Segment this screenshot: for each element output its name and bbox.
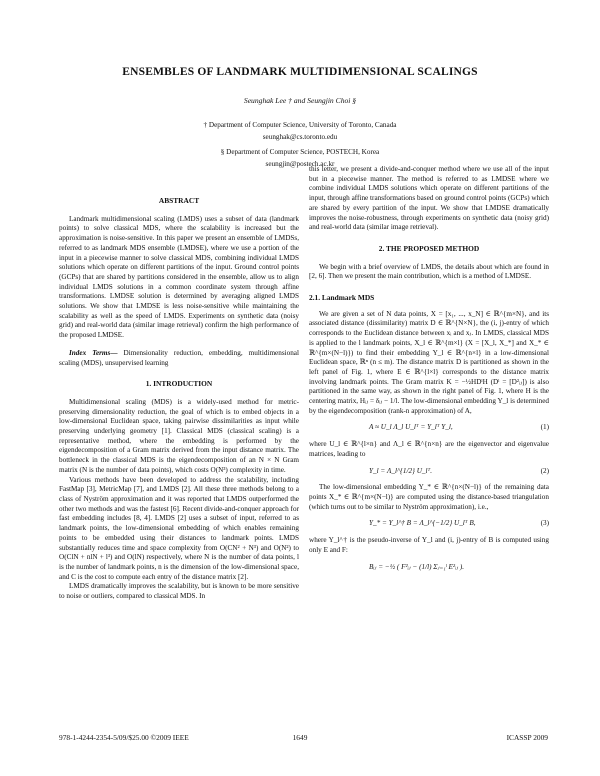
- email-1: seunghak@cs.toronto.edu: [262, 133, 338, 141]
- paper-title: ENSEMBLES OF LANDMARK MULTIDIMENSIONAL SCALINGS: [122, 66, 478, 78]
- equation-1: A ≈ U_l Λ_l U_lᵀ = Y_lᵀ Y_l, (1): [369, 423, 549, 432]
- left-column: [59, 196, 299, 602]
- equation-3: Y_* = Y_l^† B = Λ_l^{−1/2} U_lᵀ B, (3): [369, 519, 549, 528]
- intro-paragraph-2: Various methods have been developed to address the scalability, including FastMap [3], MetricMap [7], and LMDS [2]. All these three methods belong to a class of Nyström approximation and it was reported that LMDS outperformed the other two methods and was the fastest [6]. Recent divide-and-conquer approach for fast embedding includes [8, 4]. LMDS [2] uses a subset of input, referred to as landmark points, the low-dimensional embedding of which enables remaining points to be embedded using their distances to landmark points. LMDS substantially reduces time and space complexity from O(CN² + N³) and O(N²) to O(ClN + nlN + l³) and O(lN) respectively, where N is the number of data points, l is the number of landmark points, n is the dimension of the low-dimensional space, and C is the cost to compute each entry of the distance matrix [2].: [59, 475, 299, 581]
- intro-paragraph-1: Multidimensional scaling (MDS) is a widely-used method for metric-preserving dimensionality reduction, the goal of which is to embed objects in a low-dimensional Euclidean space, taking pairwise dissimilarities as input while preserving underlying geometry [1]. Classical MDS (classical scaling) is a representative method, where the embedding is performed by the eigendecomposition of a Gram matrix derived from the input distance matrix. The bottleneck in the classical MDS is the eigendecomposition of an N × N Gram matrix (N is the number of data points), which costs O(N³) complexity in time.: [59, 397, 299, 474]
- footer-page-number: 1649: [292, 733, 308, 742]
- equation-4: Bᵢⱼ = −½ ( F²ᵢⱼ − (1/l) Σⱼ₌₁ˡ E²ᵢⱼ ).: [369, 562, 465, 571]
- lmds-heading: 2.1. Landmark MDS: [309, 293, 375, 303]
- right-column: [309, 165, 549, 579]
- lmds-paragraph-2: where U_l ∈ ℝ^{l×n} and Λ_l ∈ ℝ^{n×n} are the eigenvector and eigenvalue matrices, leading to: [309, 440, 549, 458]
- affiliation-1: † Department of Computer Science, University of Toronto, Canada: [203, 121, 397, 129]
- method-paragraph: We begin with a brief overview of LMDS, the details about which are found in [2, 6]. Then we present the main contribution, which is a method of LMDSE.: [309, 262, 549, 281]
- intro-paragraph-3: LMDS dramatically improves the scalability, but is known to be more sensitive to noise or outliers, compared to classical MDS. In: [59, 582, 299, 601]
- paper-authors: Seunghak Lee † and Seungjin Choi §: [243, 96, 357, 105]
- method-heading: 2. THE PROPOSED METHOD: [378, 243, 480, 253]
- affiliation-2: § Department of Computer Science, POSTECH, Korea: [220, 148, 380, 156]
- lmds-paragraph-4: where Y_l^† is the pseudo-inverse of Y_l and (i, j)-entry of B is computed using only E and F:: [309, 536, 549, 554]
- equation-2: Y_l = Λ_l^{1/2} U_lᵀ. (2): [369, 466, 549, 475]
- footer-venue: ICASSP 2009: [506, 733, 548, 742]
- footer-isbn: 978-1-4244-2354-5/09/$25.00 ©2009 IEEE: [59, 733, 189, 742]
- index-terms-text: Dimensionality reduction, embedding, multidimensional scaling (MDS), unsupervised learning: [59, 348, 299, 367]
- index-terms-label: Index Terms—: [69, 348, 118, 357]
- intro-heading: 1. INTRODUCTION: [145, 379, 213, 389]
- abstract-heading: ABSTRACT: [158, 196, 200, 205]
- abstract-text: Landmark multidimensional scaling (LMDS) uses a subset of data (landmark points) to solve classical MDS, where the scalability is increased but the approximation is noise-sensitive. In this paper we present an ensemble of LMDSs, referred to as landmark MDS ensemble (LMDSE), where we use a portion of the input in a piecewise manner to solve classical MDS, combining individual LMDS solutions which operate on different partitions of the input. Ground control points (GCPs) that are shared by partitions considered in the ensemble, allow us to align individual LMDS solutions in a common coordinate system through affine transformations. LMDSE solution is determined by averaging aligned LMDS solutions. We show that LMDSE is less noise-sensitive while maintaining the scalability as well as the speed of LMDS. Experiments on synthetic data (noisy grid) and real-world data (similar image retrieval) confirm the high performance of the proposed LMDSE.: [59, 214, 299, 340]
- lmds-paragraph-3: The low-dimensional embedding Y_* ∈ ℝ^{n×(N−l)} of the remaining data points X_* ∈ ℝ^{m×(N−l)} are computed using the distance-based triangulation (which turns out to be similar to Nyström approximation), i.e.,: [309, 483, 549, 511]
- index-terms: [59, 349, 299, 368]
- email-2: seungjin@postech.ac.kr: [265, 160, 335, 168]
- continuation-paragraph: this letter, we present a divide-and-conquer method where we use all of the input but in a piecewise manner. The method is referred to as LMDSE where we combine individual LMDS solutions which operate on different partitions of the input, through affine transformations based on ground control points (GCPs) which are shared by every partition of the input. We show that LMDSE dramatically improves the noise-robustness, through experiments on synthetic data (noisy grid) and real-world data (similar image retrieval).: [309, 165, 549, 232]
- lmds-paragraph-1: We are given a set of N data points, X = [x₁, ..., x_N] ∈ ℝ^{m×N}, and its associated distance (dissimilarity) matrix D ∈ ℝ^{N×N}, the (i, j)-entry of which corresponds to the Euclidean distance between xᵢ and xⱼ. In LMDS, classical MDS is applied to the l landmark points, X_l ∈ ℝ^{m×l} (X = [X_l, X_*] and X_* ∈ ℝ^{m×(N−l)}) to find their embedding Y_l ∈ ℝ^{n×l} in a low-dimensional Euclidean space, ℝⁿ (n ≤ m). The distance matrix D is partitioned as shown in the left panel of Fig. 1, where E ∈ ℝ^{l×l} corresponds to the distance matrix involving landmark points. The Gram matrix K = −½HDˡH (Dˡ = [D²ᵢⱼ]) is also partitioned in the same way, as shown in the right panel of Fig. 1, where H is the centering matrix, Hᵢⱼ = δᵢⱼ − 1/l. The low-dimensional embedding Y_l is determined by the eigendecomposition (rank-n approximation) of A,: [309, 309, 550, 415]
